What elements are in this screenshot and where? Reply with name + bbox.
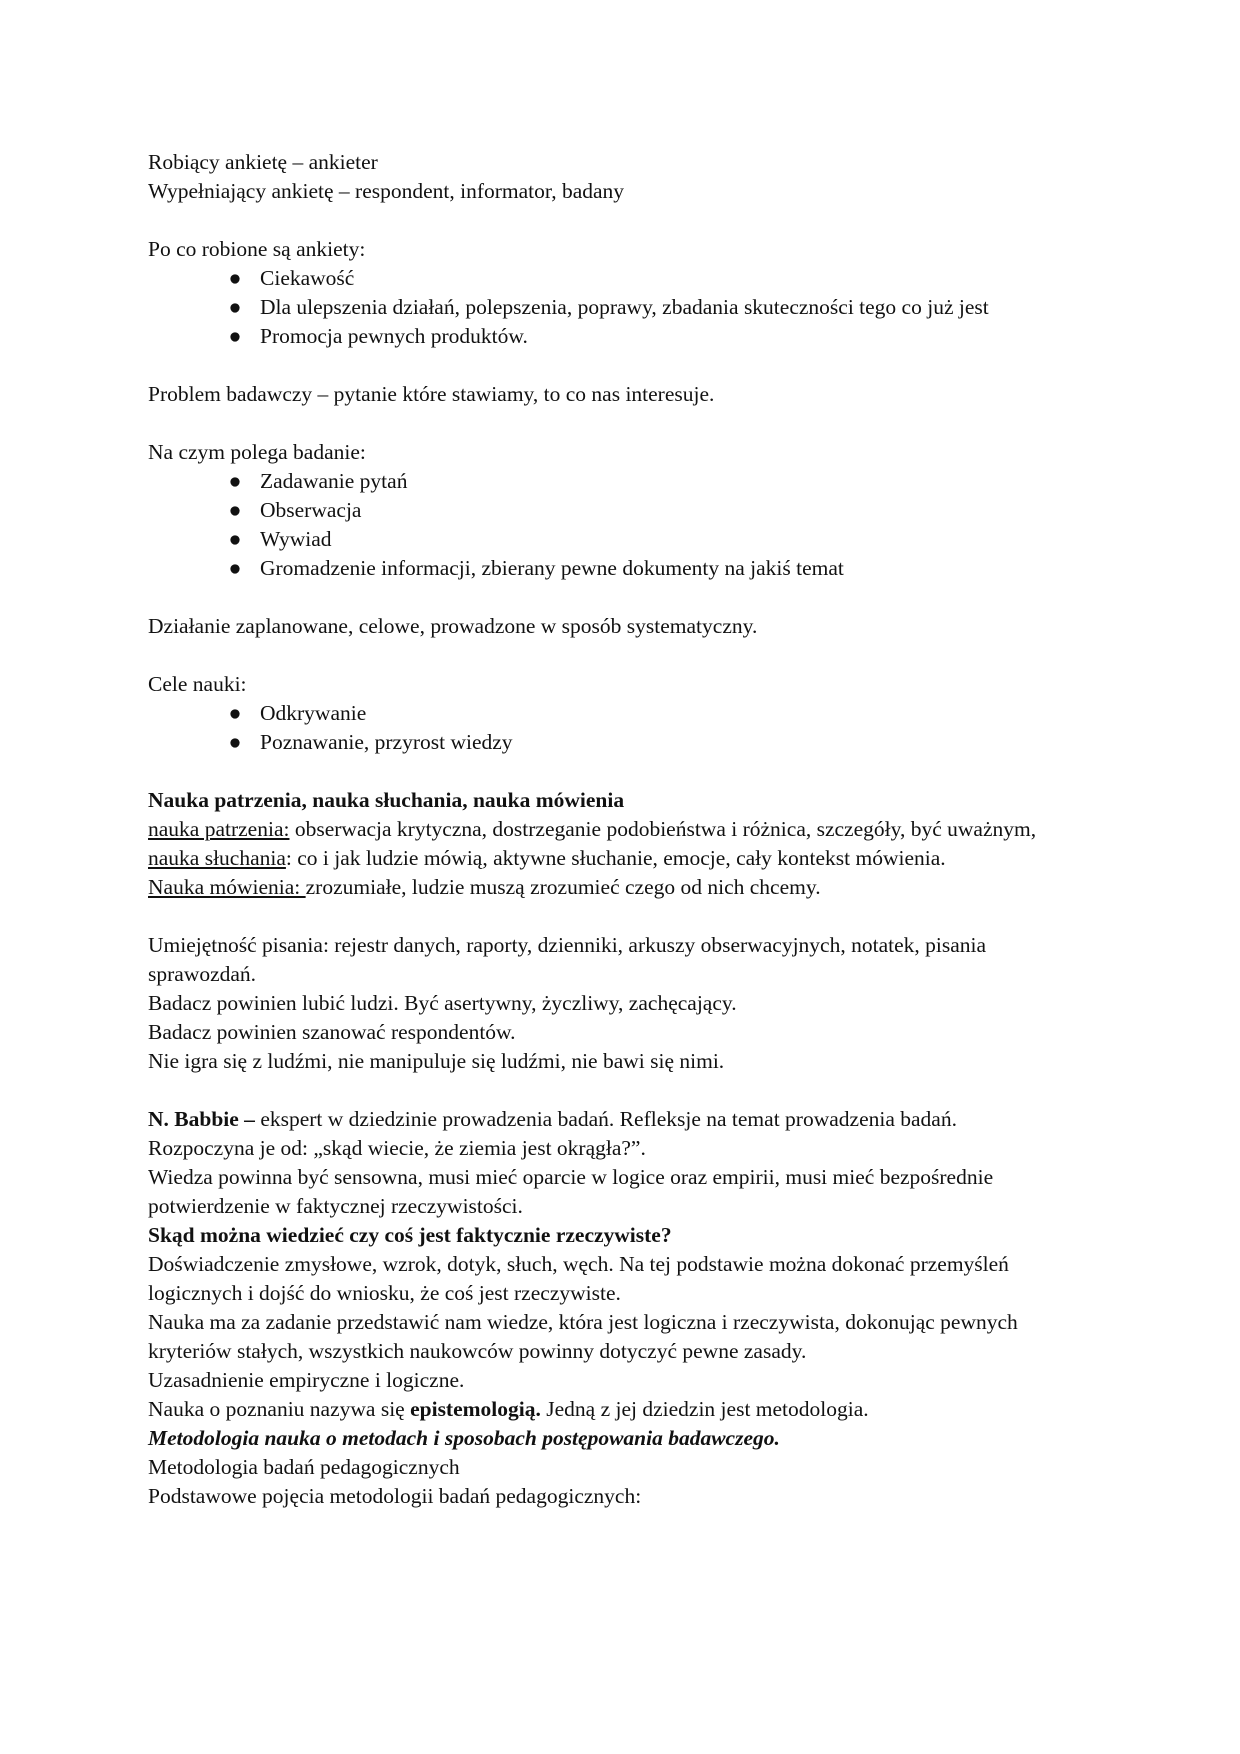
list-item: ● Obserwacja (148, 496, 1098, 525)
bullet-list (148, 699, 1098, 757)
paragraph: Wypełniający ankietę – respondent, informator, badany (148, 179, 625, 203)
paragraph: Nauka o poznaniu nazywa się epistemologią. Jedną z jej dziedzin jest metodologia. (148, 1397, 869, 1421)
bullet-icon: ● (228, 266, 242, 290)
list-item: ● Dla ulepszenia działań, polepszenia, poprawy, zbadania skuteczności tego co już jest (148, 293, 1098, 322)
list-item: ● Wywiad (148, 525, 1098, 554)
bullet-list (148, 264, 1098, 351)
paragraph: Rozpoczyna je od: „skąd wiecie, że ziemia jest okrągła?”. (148, 1136, 646, 1160)
paragraph: Uzasadnienie empiryczne i logiczne. (148, 1368, 465, 1392)
bullet-icon: ● (228, 295, 242, 319)
term: nauka słuchania (148, 846, 286, 870)
paragraph: Działanie zaplanowane, celowe, prowadzone w sposób systematyczny. (148, 614, 758, 638)
bullet-list (148, 467, 1098, 583)
definition: Metodologia nauka o metodach i sposobach postępowania badawczego. (148, 1426, 780, 1450)
list-item: ● Zadawanie pytań (148, 467, 1098, 496)
author-name: N. Babbie – (148, 1107, 255, 1131)
paragraph: Badacz powinien szanować respondentów. (148, 1020, 516, 1044)
paragraph: nauka patrzenia: obserwacja krytyczna, dostrzeganie podobieństwa i różnica, szczegóły, być uważnym, (148, 817, 1037, 841)
bullet-icon: ● (228, 469, 242, 493)
list-item: ● Poznawanie, przyrost wiedzy (148, 728, 1098, 757)
paragraph: Na czym polega badanie: (148, 440, 366, 464)
list-item: ● Odkrywanie (148, 699, 1098, 728)
bullet-icon: ● (228, 324, 242, 348)
bullet-icon: ● (228, 498, 242, 522)
bullet-icon: ● (228, 730, 242, 754)
section-heading: Skąd można wiedzieć czy coś jest faktycznie rzeczywiste? (148, 1223, 672, 1247)
paragraph: Wiedza powinna być sensowna, musi mieć oparcie w logice oraz empirii, musi mieć bezpośrednie potwierdzenie w faktycznej rzeczywistości. (148, 1165, 994, 1218)
bullet-icon: ● (228, 556, 242, 580)
paragraph: Metodologia badań pedagogicznych (148, 1455, 460, 1479)
paragraph: Nauka mówienia: zrozumiałe, ludzie muszą zrozumieć czego od nich chcemy. (148, 875, 821, 899)
section-heading: Nauka patrzenia, nauka słuchania, nauka mówienia (148, 788, 625, 812)
paragraph: Doświadczenie zmysłowe, wzrok, dotyk, słuch, węch. Na tej podstawie można dokonać przemyśleń logicznych i dojść do wniosku, że coś jest rzeczywiste. (148, 1252, 1009, 1305)
document-body (148, 148, 1098, 1511)
bullet-icon: ● (228, 701, 242, 725)
paragraph: Po co robione są ankiety: (148, 237, 366, 261)
paragraph: N. Babbie – ekspert w dziedzinie prowadzenia badań. Refleksje na temat prowadzenia badań. (148, 1107, 957, 1131)
term: epistemologią. (410, 1397, 541, 1421)
paragraph: Badacz powinien lubić ludzi. Być asertywny, życzliwy, zachęcający. (148, 991, 737, 1015)
paragraph: Nauka ma za zadanie przedstawić nam wiedze, która jest logiczna i rzeczywista, dokonując pewnych kryteriów stałych, wszystkich naukowców powinny dotyczyć pewne zasady. (148, 1310, 1018, 1363)
list-item: ● Promocja pewnych produktów. (148, 322, 1098, 351)
list-item: ● Gromadzenie informacji, zbierany pewne dokumenty na jakiś temat (148, 554, 1098, 583)
paragraph: Robiący ankietę – ankieter (148, 150, 378, 174)
paragraph: Umiejętność pisania: rejestr danych, raporty, dzienniki, arkuszy obserwacyjnych, notatek, pisania sprawozdań. (148, 933, 987, 986)
paragraph: Podstawowe pojęcia metodologii badań pedagogicznych: (148, 1484, 642, 1508)
paragraph: Problem badawczy – pytanie które stawiamy, to co nas interesuje. (148, 382, 715, 406)
list-item: ● Ciekawość (148, 264, 1098, 293)
term: nauka patrzenia: (148, 817, 290, 841)
paragraph: Nie igra się z ludźmi, nie manipuluje się ludźmi, nie bawi się nimi. (148, 1049, 725, 1073)
paragraph: nauka słuchania: co i jak ludzie mówią, aktywne słuchanie, emocje, cały kontekst mówienia. (148, 846, 946, 870)
term: Nauka mówienia: (148, 875, 306, 899)
bullet-icon: ● (228, 527, 242, 551)
paragraph: Cele nauki: (148, 672, 247, 696)
